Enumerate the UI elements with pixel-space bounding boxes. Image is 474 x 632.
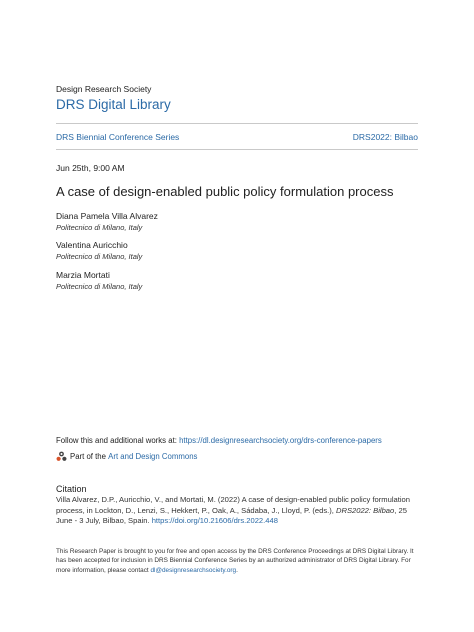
author-affiliation: Politecnico di Milano, Italy [56,223,143,232]
part-of-prefix: Part of the [70,452,106,461]
author-name: Marzia Mortati [56,270,110,280]
citation-heading: Citation [56,484,87,494]
top-divider [56,123,418,124]
footer-notice [56,547,422,575]
doi-link[interactable]: https://doi.org/10.21606/drs.2022.448 [151,516,278,526]
network-commons-icon [56,451,67,462]
citation-part-2: , 25 June - 3 July, Bilbao, Spain. [56,505,407,526]
citation-part-1: Villa Alvarez, D.P., Auricchio, V., and Mortati, M. (2022) A case of design-enabled public policy formulation process, in Lockton, D., Lenzi, S., Hekkert, P., Oak, A., Sádaba, J., Lloyd, P. (eds.), [56,495,411,515]
commons-link[interactable]: Art and Design Commons [108,452,198,461]
citation-journal: DRS2022: Bilbao [335,505,395,515]
org-name: Design Research Society [56,84,152,94]
part-of-line [56,451,197,462]
follow-line [56,436,382,445]
author-affiliation: Politecnico di Milano, Italy [56,252,143,261]
paper-title: A case of design-enabled public policy formulation process [56,184,394,199]
follow-prefix: Follow this and additional works at: [56,436,180,445]
session-datetime: Jun 25th, 9:00 AM [56,163,125,173]
footer-end: . [236,566,238,574]
second-divider [56,149,418,150]
citation-text [56,495,422,527]
contact-email-link[interactable]: dl@designresearchsociety.org [150,566,237,574]
footer-text: This Research Paper is brought to you for free and open access by the DRS Conference Proceedings at DRS Digital Library. It has been accepted for inclusion in DRS Biennial Conference Series by an authorized administrator of DRS Digital Library. For more information, please contact [56,548,414,574]
conference-link[interactable]: DRS2022: Bilbao [352,132,418,142]
follow-url-link[interactable]: https://dl.designresearchsociety.org/drs-conference-papers [179,436,382,445]
author-name: Valentina Auricchio [56,240,128,250]
series-link[interactable]: DRS Biennial Conference Series [56,132,180,142]
author-name: Diana Pamela Villa Alvarez [56,211,158,221]
library-link[interactable]: DRS Digital Library [56,97,171,112]
author-affiliation: Politecnico di Milano, Italy [56,282,143,291]
